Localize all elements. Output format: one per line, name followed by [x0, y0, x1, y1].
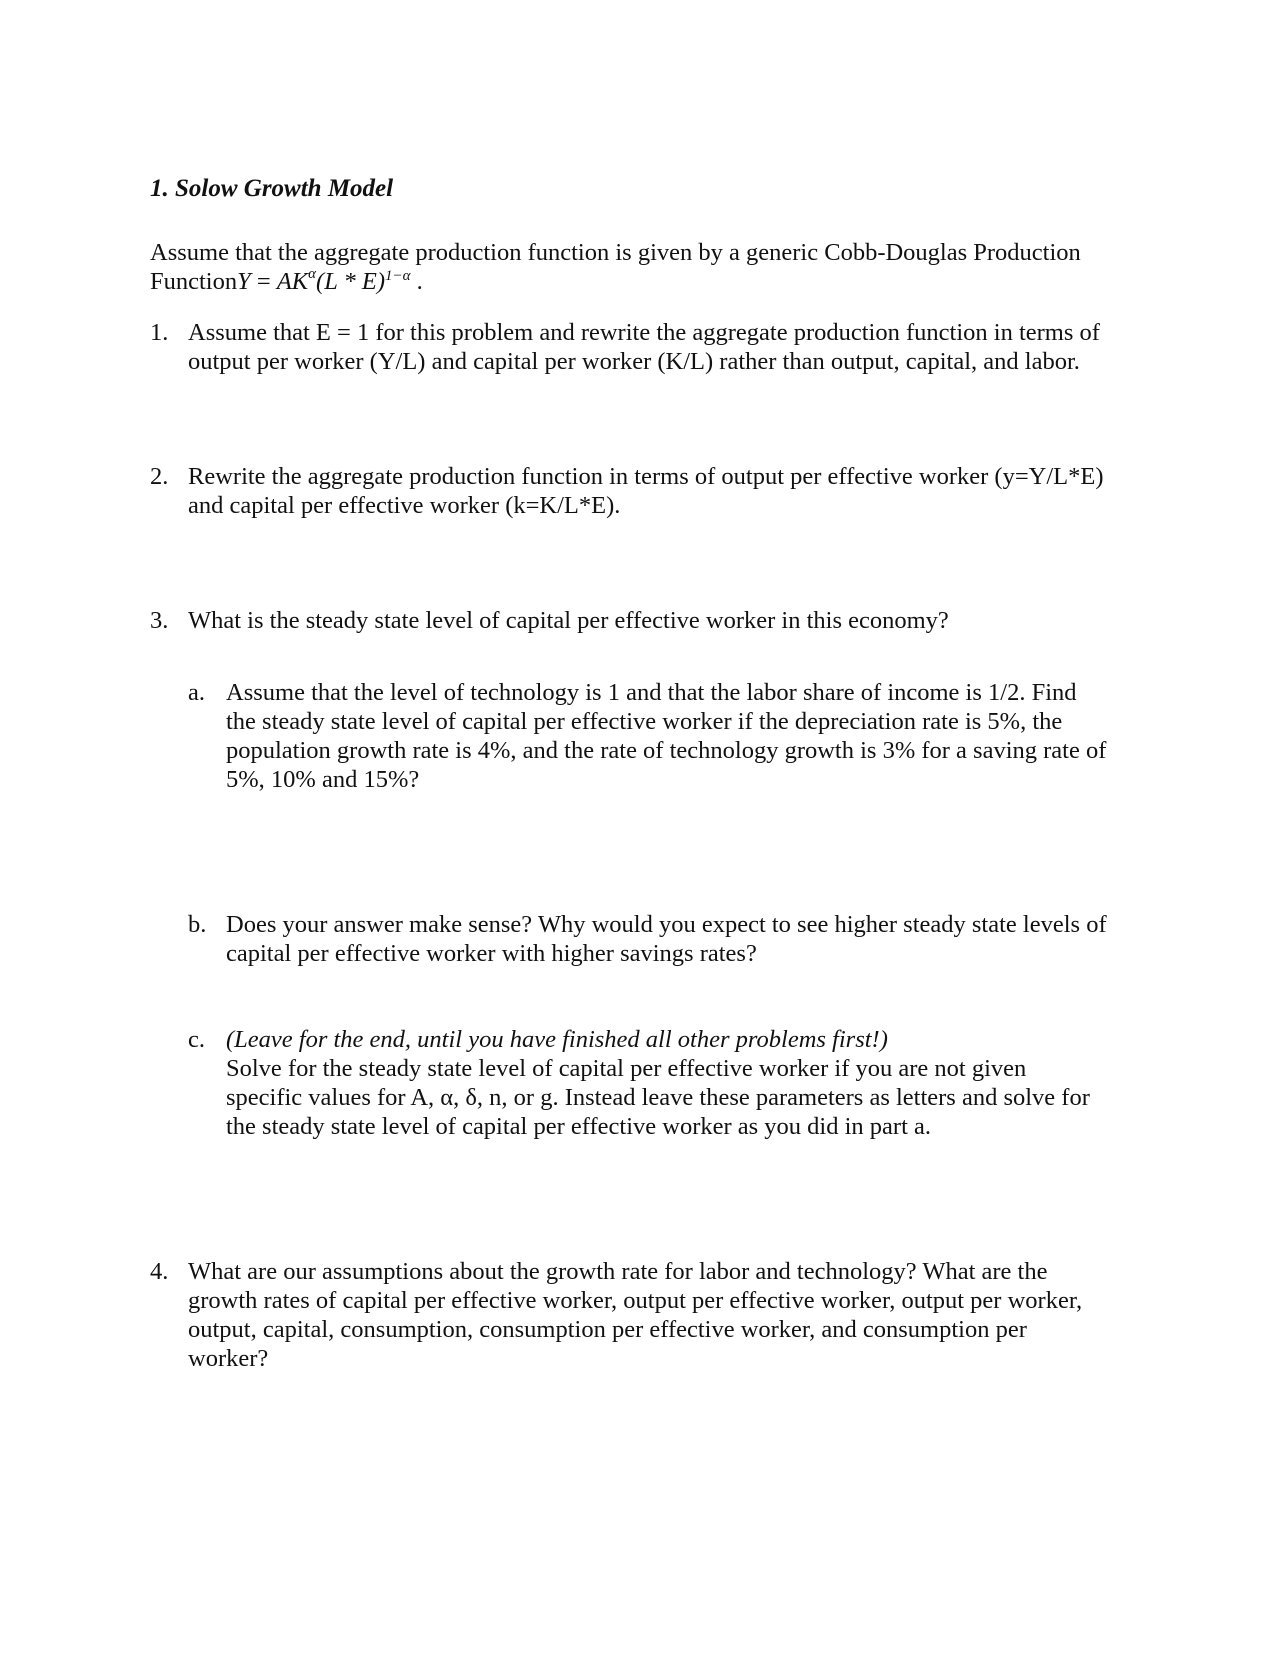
question-3c-label: c. — [188, 1026, 205, 1053]
question-4-line-1: What are our assumptions about the growth rate for labor and technology? What are the — [188, 1258, 1048, 1285]
question-3b-text — [226, 910, 1107, 968]
formula-ak: AK — [276, 268, 309, 295]
question-1-number: 1. — [150, 319, 169, 346]
question-3c-line-4: the steady state level of capital per effective worker as you did in part a. — [226, 1113, 931, 1140]
question-3-text — [188, 606, 949, 635]
question-3c-line-1: (Leave for the end, until you have finished all other problems first!) — [226, 1026, 888, 1053]
formula-one-minus-alpha-exponent: 1−α — [385, 268, 411, 284]
formula-alpha-exponent: α — [308, 266, 317, 282]
question-3a-line-1: Assume that the level of technology is 1 and that the labor share of income is 1/2. Find — [226, 679, 1077, 706]
formula-paren: (L * E) — [316, 268, 385, 295]
question-3c-line-2: Solve for the steady state level of capital per effective worker if you are not given — [226, 1055, 1027, 1082]
intro-paragraph — [150, 238, 1150, 296]
question-1-line-2: output per worker (Y/L) and capital per worker (K/L) rather than output, capital, and labor. — [188, 348, 1080, 375]
formula-lhs: Y — [237, 268, 251, 295]
question-3c-line-3: specific values for A, α, δ, n, or g. Instead leave these parameters as letters and solve for — [226, 1084, 1090, 1111]
question-3b-line-1: Does your answer make sense? Why would you expect to see higher steady state levels of — [226, 911, 1107, 938]
intro-line-1: Assume that the aggregate production function is given by a generic Cobb-Douglas Production — [150, 239, 1081, 266]
intro-line-2 — [150, 267, 1150, 296]
question-3a-text — [226, 678, 1106, 794]
question-4-number: 4. — [150, 1258, 169, 1285]
question-3a-line-2: the steady state level of capital per effective worker if the depreciation rate is 5%, the — [226, 708, 1063, 735]
question-3-line-1: What is the steady state level of capital per effective worker in this economy? — [188, 607, 949, 634]
section-heading: 1. Solow Growth Model — [150, 175, 394, 202]
question-2-number: 2. — [150, 463, 169, 490]
question-3-number: 3. — [150, 607, 169, 634]
question-3a-line-4: 5%, 10% and 15%? — [226, 766, 420, 793]
question-3c-text — [226, 1025, 1090, 1141]
question-1-line-1: Assume that E = 1 for this problem and rewrite the aggregate production function in terms of — [188, 319, 1100, 346]
question-4-text — [188, 1257, 1082, 1373]
question-4-line-2: growth rates of capital per effective worker, output per effective worker, output per worker, — [188, 1287, 1083, 1314]
question-3b-label: b. — [188, 911, 207, 938]
question-4-line-3: output, capital, consumption, consumption per effective worker, and consumption per — [188, 1316, 1027, 1343]
question-2-line-1: Rewrite the aggregate production function in terms of output per effective worker (y=Y/L*E) — [188, 463, 1104, 490]
intro-line-2-prefix: Function — [150, 268, 238, 295]
question-4-line-4: worker? — [188, 1345, 269, 1372]
question-3a-label: a. — [188, 679, 205, 706]
question-1-text — [188, 318, 1100, 376]
question-2-line-2: and capital per effective worker (k=K/L*E). — [188, 492, 621, 519]
question-3a-line-3: population growth rate is 4%, and the rate of technology growth is 3% for a saving rate of — [226, 737, 1107, 764]
formula-end: . — [410, 268, 423, 295]
production-function-formula — [237, 268, 423, 295]
question-2-text — [188, 462, 1103, 520]
formula-equals: = — [250, 268, 277, 295]
question-3b-line-2: capital per effective worker with higher savings rates? — [226, 940, 757, 967]
